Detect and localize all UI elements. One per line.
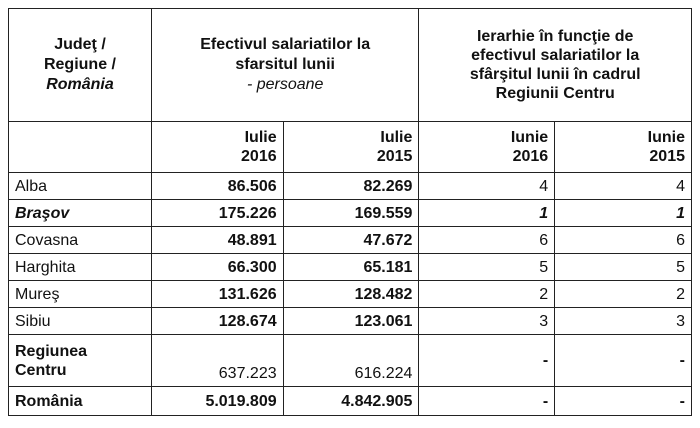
header-ranking-line4: Regiunii Centru xyxy=(495,85,615,102)
value-2015: 616.224 xyxy=(283,335,419,387)
rank-2015: - xyxy=(555,387,692,416)
county-name: Sibiu xyxy=(9,308,152,335)
header-region-line1: Judeţ / xyxy=(54,36,106,53)
subheader-jul-2016 xyxy=(151,122,283,173)
county-name: Braşov xyxy=(9,200,152,227)
region-total-row xyxy=(9,335,692,387)
county-name: Mureş xyxy=(9,281,152,308)
county-name: Covasna xyxy=(9,227,152,254)
table-row xyxy=(9,227,692,254)
subheader-jun-2016 xyxy=(419,122,555,173)
employees-table xyxy=(8,8,692,416)
region-name-line2: Centru xyxy=(15,361,67,379)
subheader-month: Iunie xyxy=(647,129,685,146)
value-2015: 65.181 xyxy=(283,254,419,281)
rank-2016: 2 xyxy=(419,281,555,308)
national-total-row xyxy=(9,387,692,416)
value-2016: 637.223 xyxy=(151,335,283,387)
rank-2016: 4 xyxy=(419,173,555,200)
subheader-year: 2015 xyxy=(376,148,413,165)
rank-2016: 1 xyxy=(419,200,555,227)
value-2015: 47.672 xyxy=(283,227,419,254)
subheader-year: 2016 xyxy=(241,148,277,165)
national-name: România xyxy=(9,387,152,416)
table-row xyxy=(9,200,692,227)
rank-2016: - xyxy=(419,387,555,416)
subheader-month: Iunie xyxy=(510,129,549,146)
subheader-year: 2016 xyxy=(512,148,549,165)
subheader-jun-2015 xyxy=(555,122,692,173)
header-row xyxy=(9,9,692,122)
value-2015: 169.559 xyxy=(283,200,419,227)
value-2015: 4.842.905 xyxy=(283,387,419,416)
header-region-line3: România xyxy=(46,76,114,93)
subheader-row xyxy=(9,122,692,173)
rank-2015: 1 xyxy=(555,200,692,227)
value-2016: 48.891 xyxy=(151,227,283,254)
table-row xyxy=(9,254,692,281)
county-name: Harghita xyxy=(9,254,152,281)
header-ranking-line1: Ierarhie în funcţie de xyxy=(476,28,634,45)
rank-2016: - xyxy=(419,335,555,387)
value-2015: 82.269 xyxy=(283,173,419,200)
header-employees xyxy=(151,9,418,122)
header-ranking xyxy=(419,9,692,122)
subheader-year: 2015 xyxy=(649,148,685,165)
table-row xyxy=(9,281,692,308)
value-2015: 128.482 xyxy=(283,281,419,308)
header-region-line2: Regiune / xyxy=(43,56,116,73)
rank-2015: 3 xyxy=(555,308,692,335)
header-employees-unit: - persoane xyxy=(246,76,324,93)
table-row xyxy=(9,173,692,200)
statistics-table-container xyxy=(8,8,692,416)
rank-2015: 5 xyxy=(555,254,692,281)
header-ranking-line2: efectivul salariatilor la xyxy=(471,47,640,64)
rank-2016: 6 xyxy=(419,227,555,254)
rank-2015: 6 xyxy=(555,227,692,254)
value-2016: 128.674 xyxy=(151,308,283,335)
rank-2015: 4 xyxy=(555,173,692,200)
header-ranking-line3: sfârşitul lunii în cadrul xyxy=(469,66,641,83)
region-name xyxy=(9,335,152,387)
subheader-empty xyxy=(9,122,152,173)
value-2015: 123.061 xyxy=(283,308,419,335)
header-employees-line2: sfarsitul lunii xyxy=(235,56,335,73)
header-region xyxy=(9,9,152,122)
value-2016: 5.019.809 xyxy=(151,387,283,416)
subheader-jul-2015 xyxy=(283,122,419,173)
value-2016: 66.300 xyxy=(151,254,283,281)
subheader-month: Iulie xyxy=(244,129,277,146)
header-employees-line1: Efectivul salariatilor la xyxy=(200,36,371,53)
subheader-month: Iulie xyxy=(380,129,413,146)
rank-2015: 2 xyxy=(555,281,692,308)
rank-2016: 3 xyxy=(419,308,555,335)
value-2016: 86.506 xyxy=(151,173,283,200)
value-2016: 175.226 xyxy=(151,200,283,227)
rank-2015: - xyxy=(555,335,692,387)
region-name-line1: Regiunea xyxy=(15,342,88,360)
value-2016: 131.626 xyxy=(151,281,283,308)
county-name: Alba xyxy=(9,173,152,200)
rank-2016: 5 xyxy=(419,254,555,281)
table-row xyxy=(9,308,692,335)
